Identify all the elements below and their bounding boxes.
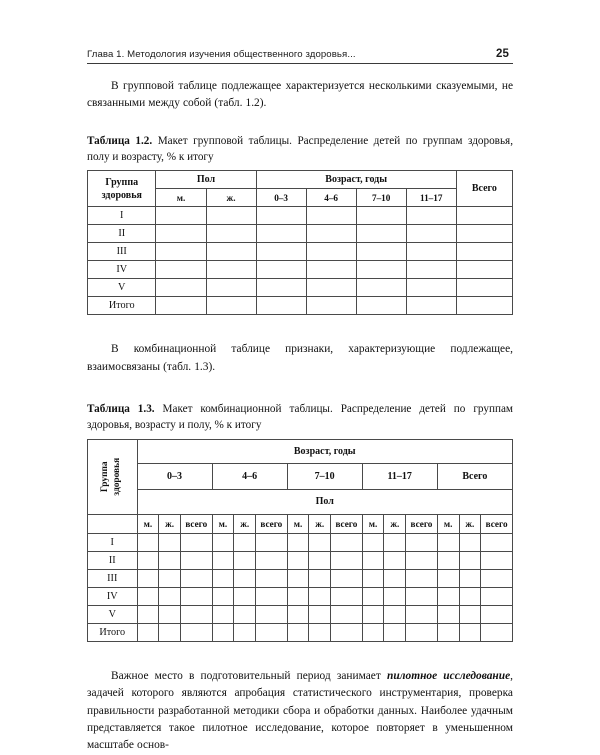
- table-2-age-group-total: Всего: [437, 463, 512, 489]
- paragraph-pilot-study-emphasis: пилотное исследование: [387, 669, 511, 682]
- table-2-cell: [159, 551, 181, 569]
- table-2-cell: [159, 587, 181, 605]
- table-1-cell: [256, 207, 306, 225]
- table-2-col-7-10-total: всего: [331, 514, 363, 533]
- table-2-caption: [87, 402, 513, 434]
- table-2-cell: [309, 533, 331, 551]
- table-2-cell: [309, 569, 331, 587]
- table-row-header-spanner: [88, 171, 513, 189]
- table-2-col-all-f: ж.: [459, 514, 481, 533]
- table-2-cell: [256, 605, 288, 623]
- table-1-cell: [456, 225, 512, 243]
- table-1-cell: [456, 207, 512, 225]
- header-rule: [87, 63, 513, 64]
- table-1-cell: [206, 243, 256, 261]
- table-1-cell: [156, 279, 206, 297]
- table-2-col-7-10-m: м.: [287, 514, 309, 533]
- table-2-cell: [331, 533, 363, 551]
- table-2-stub-header-rotated: [88, 440, 137, 514]
- table-group-layout: [87, 170, 513, 315]
- table-2-cell: [384, 569, 406, 587]
- table-2-spanner-sex: Пол: [137, 489, 513, 514]
- table-2-cell: [287, 533, 309, 551]
- table-row-header-sub: [88, 514, 513, 533]
- table-row: [88, 243, 513, 261]
- table-2-stub-header-line2: здоровья: [112, 458, 123, 496]
- table-2-cell: [481, 569, 513, 587]
- table-1-cell: [356, 279, 406, 297]
- table-2-cell: [137, 623, 159, 641]
- table-2-cell: [437, 533, 459, 551]
- table-2-col-7-10-f: ж.: [309, 514, 331, 533]
- table-2-cell: [362, 605, 384, 623]
- table-2-cell: [181, 533, 213, 551]
- table-2-cell: [437, 605, 459, 623]
- table-2-col-4-6-total: всего: [256, 514, 288, 533]
- table-row: [88, 551, 513, 569]
- table-2-cell: [481, 605, 513, 623]
- table-2-cell: [137, 605, 159, 623]
- table-2-row-label-4: IV: [88, 587, 138, 605]
- table-2-spanner-age: Возраст, годы: [137, 439, 513, 463]
- running-head: [87, 48, 513, 63]
- spacer: [87, 315, 513, 341]
- table-2-age-group-11-17: 11–17: [362, 463, 437, 489]
- table-row-header-age-groups: [88, 463, 513, 489]
- table-2-cell: [212, 623, 234, 641]
- table-2-col-0-3-total: всего: [181, 514, 213, 533]
- table-1-cell: [406, 243, 456, 261]
- table-2-stub-header-spacer: [88, 514, 138, 533]
- table-2-cell: [384, 587, 406, 605]
- table-1-cell: [406, 261, 456, 279]
- table-2-cell: [406, 623, 438, 641]
- table-row: [88, 569, 513, 587]
- table-2-row-label-1: I: [88, 533, 138, 551]
- table-2-cell: [212, 587, 234, 605]
- table-1-cell: [356, 261, 406, 279]
- table-2-cell: [331, 569, 363, 587]
- table-2-age-group-0-3: 0–3: [137, 463, 212, 489]
- table-2-cell: [437, 569, 459, 587]
- table-2-cell: [331, 623, 363, 641]
- table-2-cell: [234, 605, 256, 623]
- paragraph-group-table-intro: В групповой таблице подлежащее характеризуется несколькими сказуемыми, не связанными между собой (табл. 1.2).: [87, 80, 513, 110]
- table-2-cell: [159, 605, 181, 623]
- table-1-cell: [456, 279, 512, 297]
- table-1-cell: [406, 207, 456, 225]
- table-1-caption-label: Таблица 1.2.: [87, 134, 153, 147]
- table-1-cell: [306, 225, 356, 243]
- table-2-cell: [287, 569, 309, 587]
- table-1-cell: [306, 297, 356, 315]
- table-2-col-all-total: всего: [481, 514, 513, 533]
- table-2-col-all-m: м.: [437, 514, 459, 533]
- table-2-cell: [459, 605, 481, 623]
- table-1-stub-header-line2: здоровья: [101, 189, 142, 201]
- paragraph-pilot-study-before: Важное место в подготовительный период занимает: [111, 669, 387, 682]
- page-number: 25: [496, 48, 509, 60]
- table-2-cell: [234, 587, 256, 605]
- table-2-row-label-2: II: [88, 551, 138, 569]
- table-2-cell: [256, 623, 288, 641]
- table-2-cell: [459, 533, 481, 551]
- table-2-cell: [234, 623, 256, 641]
- table-1-cell: [206, 207, 256, 225]
- spacer: [87, 642, 513, 668]
- table-1-cell: [156, 243, 206, 261]
- table-2-col-0-3-m: м.: [137, 514, 159, 533]
- table-1-cell: [306, 243, 356, 261]
- table-2-col-4-6-m: м.: [212, 514, 234, 533]
- table-1-cell: [306, 279, 356, 297]
- table-2-cell: [287, 605, 309, 623]
- table-2-cell: [362, 533, 384, 551]
- table-2-cell: [309, 623, 331, 641]
- paragraph-combination-table-intro: В комбинационной таблице признаки, характеризующие подлежащее, взаимосвязаны (табл. 1.3).: [87, 343, 513, 373]
- table-2-cell: [384, 623, 406, 641]
- table-2-cell: [137, 587, 159, 605]
- table-1-cell: [156, 207, 206, 225]
- table-row: [88, 207, 513, 225]
- table-2-cell: [212, 533, 234, 551]
- table-1-row-label-5: V: [88, 279, 156, 297]
- table-2-cell: [137, 551, 159, 569]
- table-2-cell: [384, 533, 406, 551]
- table-1-cell: [256, 279, 306, 297]
- table-2-cell: [309, 605, 331, 623]
- table-1-cell: [206, 261, 256, 279]
- table-2-cell: [481, 551, 513, 569]
- spacer: [87, 376, 513, 402]
- paragraph-pilot-study-after: , задачей которого являются апробация статистического инструментария, проверка правильности разработанной методики сбора и обработки данных. Наиболее удачным представляется такое пилотное исследование, которое повторяет в уменьшенном масштабе основ-: [87, 669, 513, 752]
- table-1-col-sex-f: ж.: [206, 189, 256, 207]
- table-1-col-age-7-10: 7–10: [356, 189, 406, 207]
- table-2-cell: [362, 587, 384, 605]
- table-2-caption-text: Макет комбинационной таблицы. Распределение детей по группам здоровья, возрасту и полу, % к итогу: [87, 403, 513, 432]
- table-1-caption-text: Макет групповой таблицы. Распределение детей по группам здоровья, полу и возрасту, % к итогу: [87, 134, 514, 163]
- table-2-cell: [459, 551, 481, 569]
- table-2-cell: [234, 551, 256, 569]
- table-2-col-11-17-f: ж.: [384, 514, 406, 533]
- table-2-cell: [159, 533, 181, 551]
- table-2-cell: [137, 533, 159, 551]
- table-row: [88, 279, 513, 297]
- table-2-row-label-3: III: [88, 569, 138, 587]
- table-row-header-sex-span: [88, 489, 513, 514]
- table-2-cell: [384, 551, 406, 569]
- table-1-col-age-11-17: 11–17: [406, 189, 456, 207]
- table-2-cell: [362, 569, 384, 587]
- table-2-caption-label: Таблица 1.3.: [87, 403, 155, 416]
- table-1-stub-header: [88, 171, 156, 207]
- table-2-cell: [287, 587, 309, 605]
- table-2-cell: [481, 587, 513, 605]
- table-1-cell: [206, 279, 256, 297]
- table-1-spanner-sex: Пол: [156, 171, 256, 189]
- table-2-col-11-17-total: всего: [406, 514, 438, 533]
- spacer: [87, 113, 513, 134]
- table-2-cell: [459, 569, 481, 587]
- table-1-row-label-2: II: [88, 225, 156, 243]
- table-2-cell: [256, 569, 288, 587]
- table-1-cell: [356, 225, 406, 243]
- table-2-cell: [212, 605, 234, 623]
- table-1-cell: [306, 261, 356, 279]
- table-row: [88, 261, 513, 279]
- table-2-stub-header: [88, 439, 138, 514]
- table-2-cell: [459, 623, 481, 641]
- table-2-cell: [331, 551, 363, 569]
- table-2-row-label-5: V: [88, 605, 138, 623]
- table-2-stub-header-line1: Группа: [100, 461, 111, 493]
- table-2-col-11-17-m: м.: [362, 514, 384, 533]
- table-2-cell: [481, 533, 513, 551]
- table-2-cell: [406, 551, 438, 569]
- table-1-cell: [256, 225, 306, 243]
- table-1-cell: [156, 225, 206, 243]
- table-2-cell: [137, 569, 159, 587]
- table-2-cell: [256, 587, 288, 605]
- table-2-cell: [481, 623, 513, 641]
- table-2-cell: [181, 587, 213, 605]
- table-1-cell: [206, 297, 256, 315]
- table-2-cell: [406, 533, 438, 551]
- table-2-cell: [181, 623, 213, 641]
- table-2-cell: [406, 569, 438, 587]
- table-2-cell: [406, 605, 438, 623]
- table-2-cell: [362, 551, 384, 569]
- paragraph-pilot-study: [87, 668, 513, 755]
- table-2-age-group-7-10: 7–10: [287, 463, 362, 489]
- table-1-col-sex-m: м.: [156, 189, 206, 207]
- table-1-row-label-total: Итого: [88, 297, 156, 315]
- table-1-cell: [456, 297, 512, 315]
- table-row: [88, 533, 513, 551]
- table-2-cell: [331, 605, 363, 623]
- table-2-cell: [437, 623, 459, 641]
- table-1-cell: [356, 243, 406, 261]
- table-2-cell: [437, 587, 459, 605]
- table-2-cell: [287, 551, 309, 569]
- table-1-cell: [306, 207, 356, 225]
- table-2-cell: [181, 569, 213, 587]
- table-2-cell: [384, 605, 406, 623]
- table-1-cell: [156, 297, 206, 315]
- table-2-cell: [437, 551, 459, 569]
- table-1-cell: [356, 297, 406, 315]
- table-1-row-label-4: IV: [88, 261, 156, 279]
- table-2-cell: [234, 533, 256, 551]
- table-2-cell: [234, 569, 256, 587]
- table-2-cell: [459, 587, 481, 605]
- table-2-cell: [159, 623, 181, 641]
- table-2-cell: [212, 569, 234, 587]
- table-1-row-label-1: I: [88, 207, 156, 225]
- table-row: [88, 225, 513, 243]
- table-2-age-group-4-6: 4–6: [212, 463, 287, 489]
- table-2-cell: [256, 533, 288, 551]
- table-1-total-header: Всего: [456, 171, 512, 207]
- table-1-cell: [456, 243, 512, 261]
- table-2-cell: [309, 551, 331, 569]
- table-1-cell: [356, 207, 406, 225]
- table-2-col-0-3-f: ж.: [159, 514, 181, 533]
- table-2-row-label-total: Итого: [88, 623, 138, 641]
- table-1-cell: [406, 279, 456, 297]
- table-1-cell: [206, 225, 256, 243]
- table-2-col-4-6-f: ж.: [234, 514, 256, 533]
- table-row: [88, 605, 513, 623]
- table-row: [88, 623, 513, 641]
- table-2-cell: [256, 551, 288, 569]
- table-1-caption: [87, 134, 513, 166]
- table-2-cell: [212, 551, 234, 569]
- table-2-cell: [309, 587, 331, 605]
- table-1-cell: [456, 261, 512, 279]
- table-1-cell: [256, 243, 306, 261]
- table-1-row-label-3: III: [88, 243, 156, 261]
- table-1-col-age-0-3: 0–3: [256, 189, 306, 207]
- table-1-cell: [156, 261, 206, 279]
- table-2-cell: [181, 605, 213, 623]
- table-row: [88, 587, 513, 605]
- table-2-cell: [287, 623, 309, 641]
- table-combination-layout: [87, 439, 513, 642]
- table-2-cell: [362, 623, 384, 641]
- table-1-cell: [406, 225, 456, 243]
- table-2-cell: [406, 587, 438, 605]
- table-2-cell: [159, 569, 181, 587]
- running-head-title: Глава 1. Методология изучения общественного здоровья...: [87, 49, 356, 60]
- table-1-cell: [406, 297, 456, 315]
- table-1-cell: [256, 261, 306, 279]
- table-1-spanner-age: Возраст, годы: [256, 171, 456, 189]
- table-1-cell: [256, 297, 306, 315]
- table-row: [88, 297, 513, 315]
- table-1-col-age-4-6: 4–6: [306, 189, 356, 207]
- table-1-stub-header-line1: Группа: [105, 176, 139, 188]
- table-2-cell: [181, 551, 213, 569]
- table-row-header-age-span: [88, 439, 513, 463]
- table-2-cell: [331, 587, 363, 605]
